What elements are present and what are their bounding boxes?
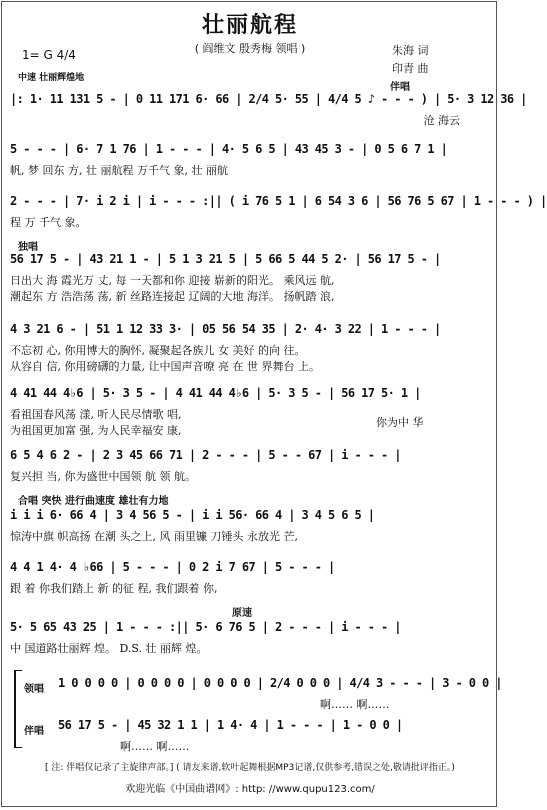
- lyric-row-6-merged: 你为中 华: [376, 416, 424, 429]
- footer-welcome: 欢迎光临《中国曲谱网》: http: //www.qupu123.com/: [125, 784, 375, 795]
- lyric-row-5b: 从容自 信, 你用磅礴的力量, 让中国声音嘹 亮 在 世 界舞台 上。: [10, 360, 320, 373]
- footer-note: [ 注: 伴唱仅记录了主旋律声部。] ( 请友来谱,软叶起舞根据MP3记谱,仅供参考,错误之处,敬请批评指正。): [45, 763, 455, 773]
- score-row-5: 4 3 21 6 - | 51 1 12 33 3· | 05 56 54 35 | 2· 4· 3 22 | 1 - - - |: [10, 322, 441, 336]
- label-lead: 领唱: [24, 684, 44, 695]
- score-row-6: 4 41 44 4♭6 | 5· 3 5 - | 4 41 44 4♭6 | 5· 3 5 - | 56 17 5· 1 |: [10, 386, 421, 400]
- lyric-row-lead: 啊…… 啊……: [320, 698, 390, 711]
- lyric-row-10: 中 国道路壮丽辉 煌。 D.S. 壮 丽辉 煌。: [10, 642, 208, 655]
- score-row-2: 5 - - - | 6· 7 1 76 | 1 - - - | 4· 5 6 5 | 43 45 3 - | 0 5 6 7 1 |: [10, 142, 448, 156]
- lyric-row-9: 跟 着 你我们踏上 新 的征 程, 我们跟着 你,: [10, 582, 218, 595]
- system-brace: [14, 670, 22, 748]
- lyric-row-1: 沧 海云: [423, 114, 460, 127]
- score-row-7: 6 5 4 6 2 - | 2 3 45 66 71 | 2 - - - | 5 - - 67 | i - - - |: [10, 448, 401, 462]
- score-row-8: i i i 6· 66 4 | 3 4 56 5 - | i i 56· 66 4 | 3 4 5 6 5 |: [10, 508, 375, 522]
- score-row-9: 4 4 1 4· 4 ♭66 | 5 - - - | 0 2 i 7 67 | 5 - - - |: [10, 560, 335, 574]
- lyric-row-4a: 日出大 海 霞光万 丈, 每 一天都和你 迎接 崭新的阳光。 乘风远 航,: [10, 274, 335, 287]
- lyric-row-6a: 看祖国春风荡 漾, 听人民尽情歌 唱,: [10, 408, 182, 421]
- lyric-row-6b: 为祖国更加富 强, 为人民幸福安 康,: [10, 424, 182, 437]
- score-row-4: 56 17 5 - | 43 21 1 - | 5 1 3 21 5 | 5 66 5 44 5 2· | 56 17 5 - |: [10, 252, 441, 266]
- label-accompaniment-1: 伴唱: [390, 82, 410, 93]
- lyricist-credit: 朱海 词: [392, 44, 429, 57]
- song-title: 壮丽航程: [201, 13, 298, 38]
- lyric-row-7: 复兴担 当, 你为盛世中国领 航 领 航。: [10, 470, 196, 483]
- tempo-marking: 中速 壮丽辉煌地: [18, 73, 85, 83]
- score-row-lead: 1 0 0 0 0 | 0 0 0 0 | 0 0 0 0 | 2/4 0 0 0 | 4/4 3 - - - | 3 - 0 0 |: [58, 676, 502, 690]
- label-accompaniment-2: 伴唱: [24, 726, 44, 737]
- key-signature: 1= G 4/4: [22, 48, 76, 62]
- lyric-row-4b: 潮起东 方 浩浩荡 荡, 新 丝路连接起 辽阔的大地 海洋。 扬帆踏 浪,: [10, 290, 335, 303]
- score-row-1: |: 1· 11 131 5 - | 0 11 171 6· 66 | 2/4 5· 55 | 4/4 5 ♪ - - - ) | 5· 3 12 36 |: [10, 92, 527, 106]
- lyric-row-5a: 不忘初 心, 你用博大的胸怀, 凝聚起各族儿 女 美好 的向 往。: [10, 344, 306, 357]
- score-row-accompaniment: 56 17 5 - | 45 32 1 1 | 1 4· 4 | 1 - - - | 1 - 0 0 |: [58, 718, 403, 732]
- label-solo: 独唱: [18, 242, 38, 253]
- score-row-3: 2 - - - | 7· i 2 i | i - - - :|| ( i 76 5 1 | 6 54 3 6 | 56 76 5 67 | 1 - - - ) |: [10, 194, 547, 208]
- lyric-row-2: 帆, 梦 回东 方, 壮 丽航程 万千气 象, 壮 丽航: [10, 164, 228, 177]
- singers-subtitle: ( 阎维文 殷秀梅 领唱 ): [194, 42, 306, 55]
- lyric-row-8: 惊涛中旗 帜高扬 在潮 头之上, 风 雨里镰 刀锤头 永放光 芒,: [10, 530, 298, 543]
- lyric-row-accompaniment: 啊…… 啊……: [120, 740, 190, 753]
- score-row-10: 5· 5 65 43 25 | 1 - - - :|| 5· 6 76 5 | 2 - - - | i - - - |: [10, 620, 401, 634]
- label-chorus: 合唱 突快 进行曲速度 雄壮有力地: [18, 496, 169, 507]
- lyric-row-3: 程 万 千气 象。: [10, 216, 87, 229]
- label-original-tempo: 原速: [232, 608, 252, 619]
- composer-credit: 印青 曲: [392, 62, 429, 75]
